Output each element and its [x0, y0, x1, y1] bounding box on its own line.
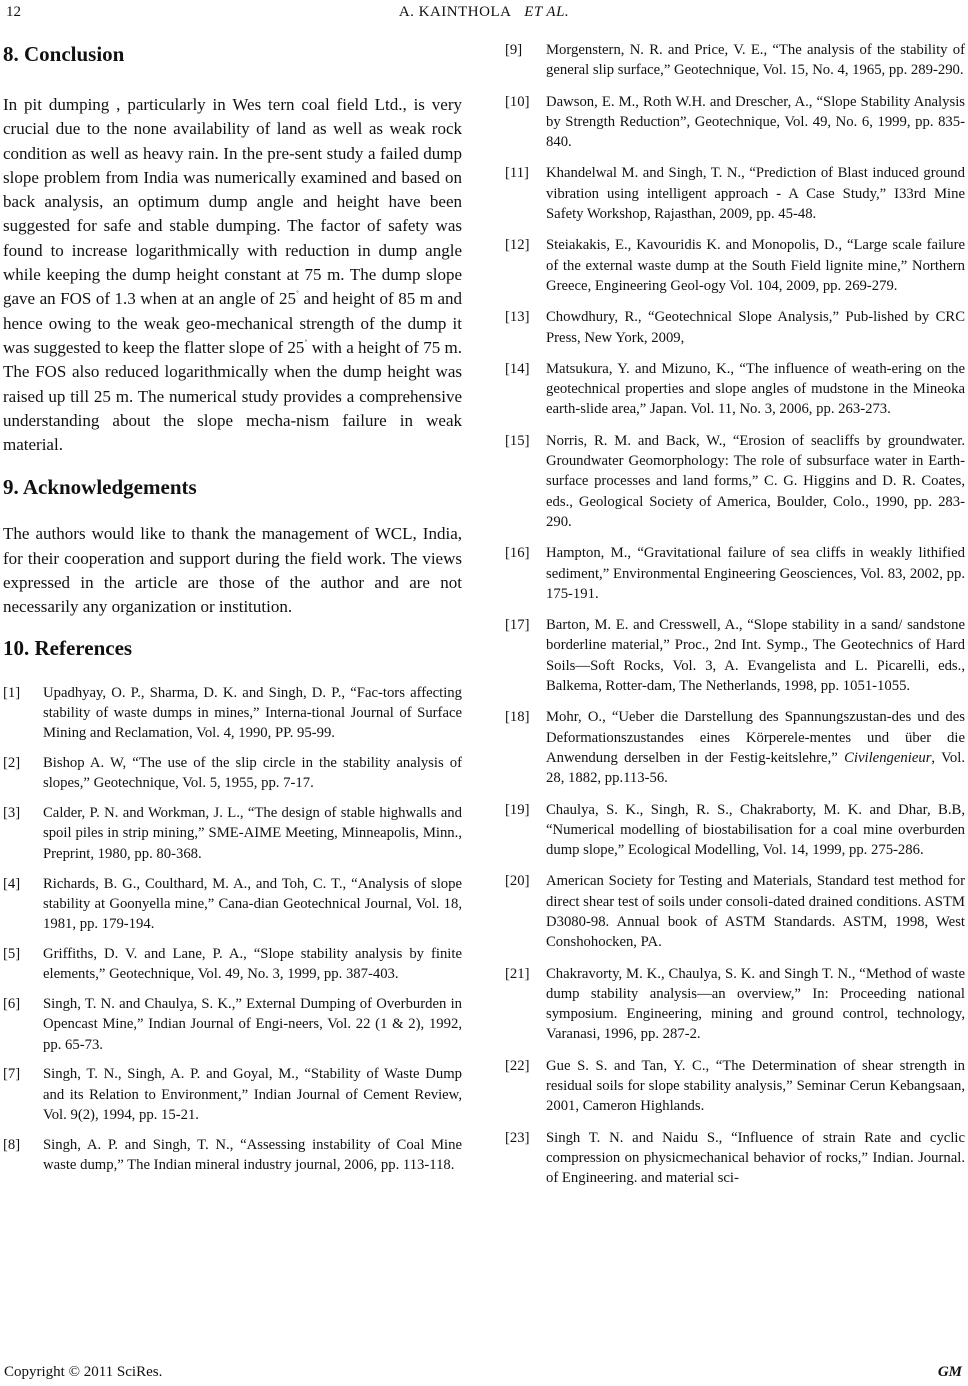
references-list-left — [3, 683, 462, 1176]
reference-text: Gue S. S. and Tan, Y. C., “The Determination of shear strength in residual soils for slope stability analysis,” Seminar Cerun Kebangsaan, 2001, Cameron Highlands. — [546, 1057, 965, 1115]
reference-text: Singh T. N. and Naidu S., “Influence of strain Rate and cyclic compression on physicmechanical behavior of rocks,” Indian. Journal. of Engineering. and material sci- — [546, 1129, 965, 1187]
reference-item — [3, 803, 462, 864]
reference-item — [505, 359, 965, 420]
page-number: 12 — [6, 4, 21, 20]
journal-name-italic: Civilengenieur — [844, 749, 932, 766]
reference-number: [8] — [3, 1136, 21, 1153]
acknowledgements-heading: 9. Acknowledgements — [3, 475, 197, 500]
reference-item — [3, 683, 462, 744]
reference-item — [505, 92, 965, 153]
reference-text: Chakravorty, M. K., Chaulya, S. K. and Singh T. N., “Method of waste dump stability analysis—an overview,” In: Proceeding national symposium. Engineering, mining and ground control, technology, Varanasi, 1996, pp. 287-2. — [546, 965, 965, 1043]
reference-text: Hampton, M., “Gravitational failure of sea cliffs in weakly lithified sediment,” Environmental Engineering Geosciences, Vol. 83, 2002, pp. 175-191. — [546, 545, 965, 602]
reference-item — [505, 1128, 965, 1189]
reference-text: Khandelwal M. and Singh, T. N., “Prediction of Blast induced ground vibration using intelligent approach - A Case Study,” I33rd Mine Safety Workshop, Rajasthan, 2009, pp. 45-48. — [546, 165, 965, 223]
reference-text: Chowdhury, R., “Geotechnical Slope Analysis,” Pub-lished by CRC Press, New York, 2009, — [546, 309, 965, 346]
running-head-authors: A. KAINTHOLA — [398, 4, 512, 20]
reference-text: Matsukura, Y. and Mizuno, K., “The influence of weath-ering on the geotechnical properties and slope angles of mudstone in the Mineoka earth-slide area,” Japan. Vol. 11, No. 3, 2006, pp. 263-273. — [546, 360, 965, 418]
reference-number: [22] — [505, 1057, 530, 1074]
reference-item — [3, 753, 462, 794]
reference-number: [12] — [505, 237, 530, 254]
conclusion-text-3: with a height of 75 m. The FOS also reduced logarithmically when the dump height was raised up till 25 m. The numerical study provides a comprehensive understanding about the slope mecha-nism failure in weak material. — [3, 337, 462, 455]
reference-text: Dawson, E. M., Roth W.H. and Drescher, A., “Slope Stability Analysis by Strength Reduction”, Geotechnique, Vol. 49, No. 6, 1999, pp. 835-840. — [546, 93, 965, 151]
reference-number: [19] — [505, 801, 530, 818]
reference-text: Steiakakis, E., Kavouridis K. and Monopolis, D., “Large scale failure of the external waste dump at the South Field lignite mine,” Northern Greece, Engineering Geol-ogy Vol. 104, 2009, pp. 269-279. — [546, 237, 965, 294]
reference-text: Barton, M. E. and Cresswell, A., “Slope stability in a sand/ sandstone borderline material,” Proc., 2nd Int. Symp., The Geotechnics of Hard Soils—Soft Rocks, Vol. 3, A. Evangelista and L. Picarelli, eds., Balkema, Rotter-dam, The Netherlands, 1998, pp. 1051-1055. — [546, 617, 965, 695]
reference-number: [14] — [505, 360, 530, 377]
reference-number: [1] — [3, 684, 21, 701]
references-heading: 10. References — [3, 635, 133, 660]
reference-item — [505, 40, 965, 81]
reference-text — [546, 707, 965, 788]
reference-number: [4] — [3, 875, 21, 892]
conclusion-paragraph — [3, 93, 462, 457]
reference-number: [18] — [505, 709, 530, 726]
reference-item — [505, 800, 965, 861]
reference-item — [505, 615, 965, 696]
reference-number: [20] — [505, 873, 530, 890]
reference-number: [11] — [505, 165, 529, 182]
reference-text: American Society for Testing and Materials, Standard test method for direct shear test of soils under consoli-dated drained conditions. ASTM D3080-98. Annual book of ASTM Standards. ASTM, 1998, West Conshohocken, PA. — [546, 873, 965, 951]
references-list-right — [505, 40, 965, 1189]
degree-mark-1: ˚ — [295, 289, 299, 300]
reference-item — [505, 964, 965, 1045]
reference-text: Morgenstern, N. R. and Price, V. E., “The analysis of the stability of general slip surface,” Geotechnique, Vol. 15, No. 4, 1965, pp. 289-290. — [546, 42, 965, 79]
acknowledgements-paragraph: The authors would like to thank the management of WCL, India, for their cooperation and support during the field work. The views expressed in the article are those of the author and are not necessarily any organization or institution. — [3, 524, 462, 617]
reference-number: [2] — [3, 755, 21, 772]
reference-item — [505, 163, 965, 224]
reference-text: Richards, B. G., Coulthard, M. A., and Toh, C. T., “Analysis of slope stability at Goonyella mine,” Cana-dian Geotechnical Journal, Vol. 18, 1981, pp. 179-194. — [43, 875, 462, 933]
reference-text: Calder, P. N. and Workman, J. L., “The design of stable highwalls and spoil piles in strip mining,” SME-AIME Meeting, Minneapolis, Minn., Preprint, 1980, pp. 80-368. — [43, 805, 462, 862]
reference-item — [3, 994, 462, 1055]
running-head — [0, 4, 968, 21]
reference-number: [23] — [505, 1129, 530, 1146]
reference-number: [15] — [505, 432, 530, 449]
left-column — [3, 40, 462, 1185]
reference-number: [10] — [505, 93, 530, 110]
footer-journal-abbrev: GM — [937, 1364, 962, 1380]
reference-number: [17] — [505, 617, 530, 634]
running-head-et-al: ET AL. — [524, 4, 570, 20]
conclusion-text-1: In pit dumping , particularly in Wes tern coal field Ltd., is very crucial due to the none availability of land as well as weak rock condition as well as heavy rain. In the pre-sent study a failed dump slope problem from India was numerically examined and based on back analysis, an optimum dump angle and height have been suggested for safe and stable dumping. The factor of safety was found to increase logarithmically with reduction in dump angle while keeping the dump height constant at 75 m. The dump slope gave an FOS of 1.3 when at an angle of 25 — [3, 95, 462, 309]
reference-text: Bishop A. W, “The use of the slip circle in the stability analysis of slopes,” Geotechnique, Vol. 5, 1955, pp. 7-17. — [43, 755, 462, 792]
reference-text: Chaulya, S. K., Singh, R. S., Chakraborty, M. K. and Dhar, B.B, “Numerical modelling of biostabilisation for a coal mine overburden dump slope,” Ecological Modelling, Vol. 14, 1999, pp. 275-286. — [546, 801, 965, 859]
reference-number: [7] — [3, 1066, 21, 1083]
right-column — [505, 40, 965, 1200]
reference-text: Singh, A. P. and Singh, T. N., “Assessing instability of Coal Mine waste dump,” The Indian mineral industry journal, 2006, pp. 113-118. — [43, 1136, 462, 1174]
reference-number: [3] — [3, 805, 21, 822]
reference-number: [5] — [3, 945, 21, 962]
reference-item — [3, 1064, 462, 1125]
reference-item — [505, 871, 965, 952]
reference-item — [505, 235, 965, 296]
footer-copyright: Copyright © 2011 SciRes. — [4, 1364, 163, 1380]
reference-number: [16] — [505, 545, 530, 562]
reference-item — [505, 1056, 965, 1117]
conclusion-heading: 8. Conclusion — [3, 42, 125, 66]
reference-text: Upadhyay, O. P., Sharma, D. K. and Singh, D. P., “Fac-tors affecting stability of waste dumps in mines,” Interna-tional Journal of Surface Mining and Reclamation, Vol. 4, 1990, PP. 95-99. — [43, 684, 462, 742]
reference-text-part: Mohr, O., “Ueber die Darstellung des Spannungszustan-des und des Deformationszustandes eines Körperele-mentes und über die Anwendung derselben in der Festig-keitslehre,” — [546, 709, 965, 766]
degree-mark-2: ˚ — [304, 338, 308, 349]
reference-number: [13] — [505, 309, 530, 326]
reference-text: Griffiths, D. V. and Lane, P. A., “Slope stability analysis by finite elements,” Geotechnique, Vol. 49, No. 3, 1999, pp. 387-403. — [43, 945, 462, 983]
conclusion-text-2: and height of 85 m and hence owing to the weak geo-mechanical strength of the dump it was suggested to keep the flatter slope of 25 — [3, 289, 462, 357]
reference-item — [505, 707, 965, 788]
reference-text-part: , Vol. 28, 1882, pp.113-56. — [546, 749, 965, 787]
reference-text: Norris, R. M. and Back, W., “Erosion of seacliffs by groundwater. Groundwater Geomorphology: The role of subsurface water in Earth-surface processes and land forms,” C. G. Higgins and D. R. Coates, eds., Geological Society of America, Boulder, Colo., 1990, pp. 283-290. — [546, 432, 965, 530]
reference-item — [505, 431, 965, 532]
reference-number: [21] — [505, 965, 530, 982]
reference-text: Singh, T. N., Singh, A. P. and Goyal, M., “Stability of Waste Dump and its Relation to Environment,” Indian Journal of Cement Review, Vol. 9(2), 1994, pp. 15-21. — [43, 1066, 462, 1123]
reference-item — [3, 874, 462, 935]
reference-item — [3, 1135, 462, 1176]
reference-number: [9] — [505, 42, 523, 58]
reference-number: [6] — [3, 996, 21, 1012]
reference-item — [3, 944, 462, 985]
reference-item — [505, 307, 965, 348]
reference-text: Singh, T. N. and Chaulya, S. K.,” External Dumping of Overburden in Opencast Mine,” Indian Journal of Engi-neers, Vol. 22 (1 & 2), 1992, pp. 65-73. — [43, 996, 462, 1053]
reference-item — [505, 543, 965, 604]
